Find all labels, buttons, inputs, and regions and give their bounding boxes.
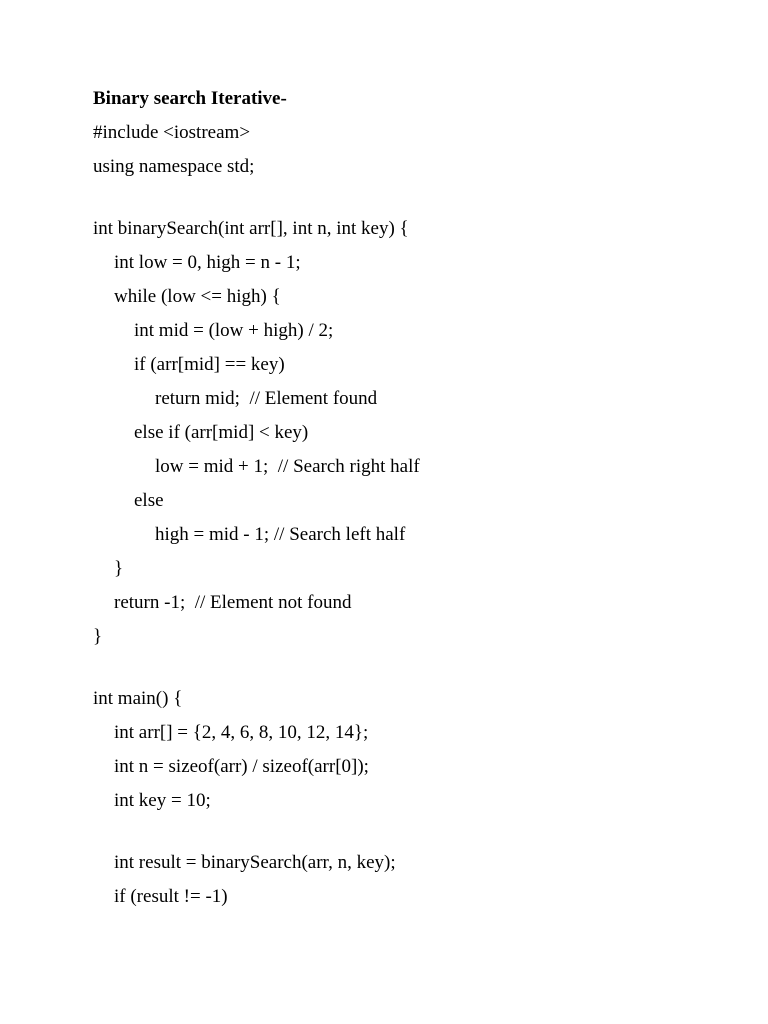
code-line: }	[114, 558, 124, 579]
code-line: high = mid - 1; // Search left half	[155, 524, 406, 545]
code-line: int n = sizeof(arr) / sizeof(arr[0]);	[114, 756, 369, 777]
code-line: else if (arr[mid] < key)	[134, 422, 309, 443]
code-line: int result = binarySearch(arr, n, key);	[114, 852, 396, 873]
code-line: return -1; // Element not found	[114, 592, 352, 613]
code-line: }	[93, 626, 103, 647]
code-line: while (low <= high) {	[114, 286, 281, 307]
code-line: int binarySearch(int arr[], int n, int key) {	[93, 218, 409, 239]
document-title: Binary search Iterative-	[93, 88, 287, 109]
code-line: int arr[] = {2, 4, 6, 8, 10, 12, 14};	[114, 722, 369, 743]
code-line: int mid = (low + high) / 2;	[134, 320, 334, 341]
blank-line	[93, 184, 733, 206]
blank-line	[93, 654, 733, 676]
code-line: #include <iostream>	[93, 122, 251, 143]
code-line: else	[134, 490, 164, 511]
code-line: using namespace std;	[93, 156, 255, 177]
blank-line	[93, 818, 733, 840]
code-line: low = mid + 1; // Search right half	[155, 456, 420, 477]
code-line: if (result != -1)	[114, 886, 228, 907]
code-line: int low = 0, high = n - 1;	[114, 252, 301, 273]
code-line: if (arr[mid] == key)	[134, 354, 285, 375]
document-body	[93, 88, 733, 908]
code-line: int main() {	[93, 688, 183, 709]
code-line: return mid; // Element found	[155, 388, 378, 409]
code-line: int key = 10;	[114, 790, 211, 811]
